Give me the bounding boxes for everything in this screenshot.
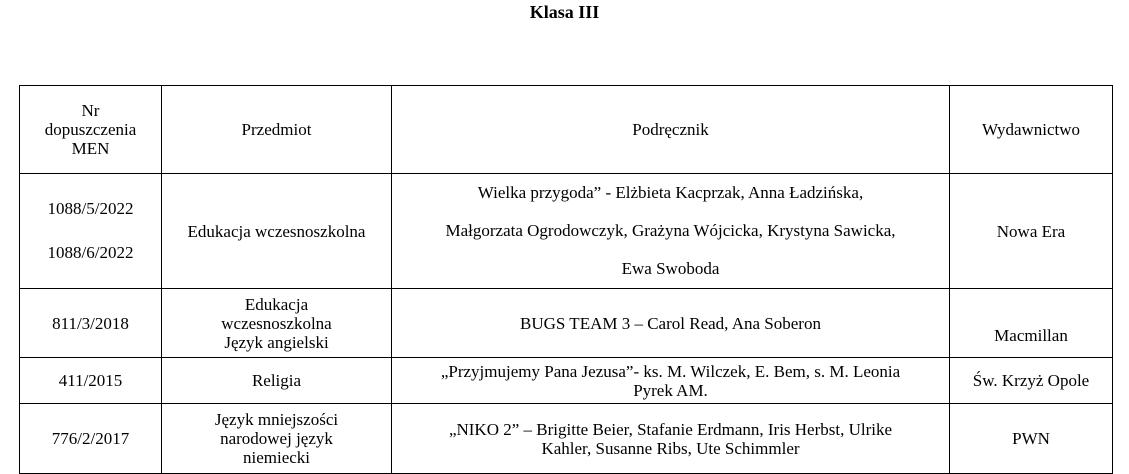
subject-line: Edukacja [244, 294, 309, 314]
page-title: Klasa III [529, 2, 600, 22]
table-row [20, 289, 1113, 358]
textbook-line: BUGS TEAM 3 – Carol Read, Ana Soberon [520, 313, 821, 333]
cell-textbook [392, 289, 950, 358]
subject-line: narodowej język [220, 429, 333, 448]
cell-nr [20, 358, 162, 404]
nr-value: 411/2015 [58, 371, 123, 390]
subject-line: wczesnoszkolna [221, 313, 332, 333]
table-row [20, 358, 1113, 404]
textbook-line: „NIKO 2” – Brigitte Beier, Stafanie Erdmann, Iris Herbst, Ulrike [448, 419, 893, 439]
cell-subject [162, 289, 392, 358]
subject-line: Edukacja wczesnoszkolna [187, 221, 366, 241]
textbook-line: „Przyjmujemy Pana Jezusa”- ks. M. Wilczek, E. Bem, s. M. Leonia [440, 361, 901, 381]
textbook-table [19, 85, 1113, 474]
textbook-line: Kahler, Susanne Ribs, Ute Schimmler [541, 438, 800, 458]
cell-nr [20, 404, 162, 474]
textbook-line: Małgorzata Ogrodowczyk, Grażyna Wójcicka, Krystyna Sawicka, [445, 221, 896, 240]
header-nr-line: Nr [81, 101, 100, 120]
cell-textbook [392, 404, 950, 474]
header-przedmiot: Przedmiot [162, 86, 392, 174]
table-row [20, 174, 1113, 289]
cell-textbook [392, 174, 950, 289]
cell-subject [162, 358, 392, 404]
table-header-row [20, 86, 1113, 174]
header-nr-line: dopuszczenia [44, 120, 137, 139]
header-podrecznik: Podręcznik [392, 86, 950, 174]
cell-publisher: PWN [950, 404, 1113, 474]
textbook-line: Wielka przygoda” - Elżbieta Kacprzak, Anna Ładzińska, [477, 183, 864, 202]
textbook-line: Ewa Swoboda [621, 259, 720, 278]
cell-publisher: Św. Krzyż Opole [950, 358, 1113, 404]
header-wydawnictwo: Wydawnictwo [950, 86, 1113, 174]
cell-publisher [950, 289, 1113, 358]
nr-value: 1088/6/2022 [47, 243, 134, 262]
header-nr-line: MEN [71, 139, 110, 158]
cell-textbook [392, 358, 950, 404]
cell-nr [20, 289, 162, 358]
cell-subject [162, 404, 392, 474]
cell-publisher: Nowa Era [950, 174, 1113, 289]
cell-nr [20, 174, 162, 289]
subject-line: Język mniejszości [214, 410, 339, 429]
cell-subject [162, 174, 392, 289]
publisher-value: Macmillan [994, 325, 1068, 345]
table-row [20, 404, 1113, 474]
nr-value: 776/2/2017 [51, 429, 130, 448]
nr-value: 1088/5/2022 [47, 199, 134, 218]
nr-value: 811/3/2018 [52, 313, 129, 333]
textbook-line: Pyrek AM. [633, 380, 708, 400]
subject-line: Język angielski [224, 332, 329, 352]
subject-line: Religia [251, 371, 302, 390]
subject-line: niemiecki [242, 448, 311, 467]
header-nr-dopuszczenia [20, 86, 162, 174]
